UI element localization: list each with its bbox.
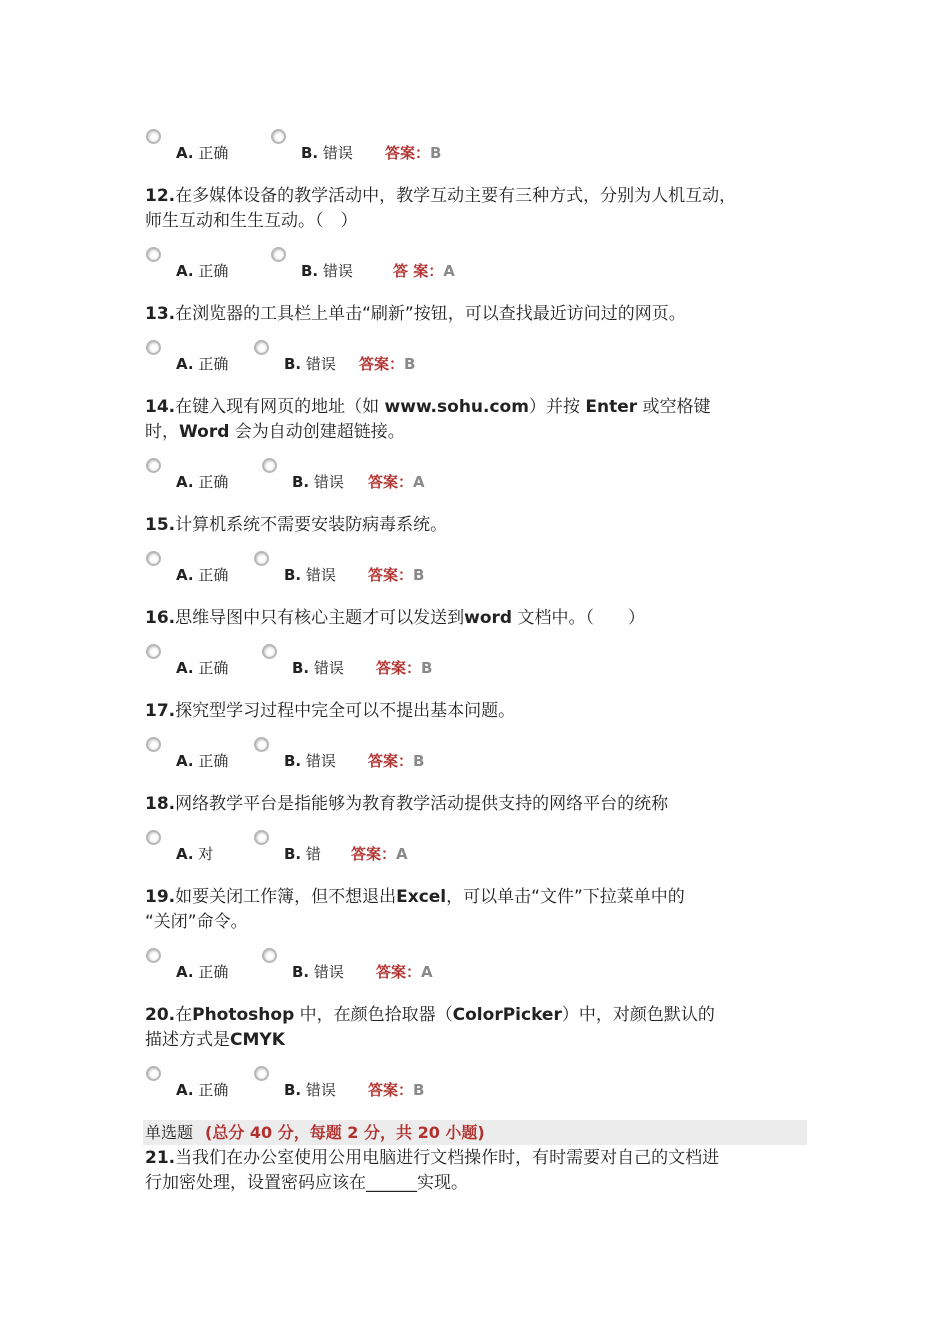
option-a: A. 正确 (176, 659, 229, 677)
section-info: (总分 40 分，每题 2 分，共 20 小题) (205, 1123, 485, 1142)
option-a: A. 正确 (176, 566, 229, 584)
option-b: B. 错误 (292, 963, 344, 981)
radio-option-b[interactable] (254, 551, 269, 566)
radio-option-b[interactable] (271, 129, 286, 144)
question-14: 14.在键入现有网页的地址（如 www.sohu.com）并按 Enter 或空格键 时，Word 会为自动创建超链接。 (145, 397, 711, 442)
question-19-options (0, 944, 950, 984)
question-11-options (0, 125, 950, 165)
answer: 答案：B (368, 1081, 425, 1099)
question-15: 15.计算机系统不需要安装防病毒系统。 (145, 515, 448, 535)
question-13: 13.在浏览器的工具栏上单击“刷新”按钮，可以查找最近访问过的网页。 (145, 304, 686, 324)
radio-option-a[interactable] (146, 737, 161, 752)
option-a: A. 正确 (176, 963, 229, 981)
option-b: B. 错误 (284, 752, 336, 770)
question-12: 12.在多媒体设备的教学活动中，教学互动主要有三种方式，分别为人机互动， 师生互动和生生互动。（ ） (145, 186, 737, 231)
radio-option-a[interactable] (146, 129, 161, 144)
question-20: 20.在Photoshop 中，在颜色拾取器（ColorPicker）中，对颜色默认的 描述方式是CMYK (145, 1005, 715, 1050)
question-14-options (0, 454, 950, 494)
question-18-options (0, 826, 950, 866)
question-18: 18.网络教学平台是指能够为教育教学活动提供支持的网络平台的统称 (145, 794, 669, 814)
radio-option-b[interactable] (254, 340, 269, 355)
question-15-options (0, 547, 950, 587)
question-17: 17.探究型学习过程中完全可以不提出基本问题。 (145, 701, 516, 721)
answer: 答案：B (385, 144, 442, 162)
radio-option-b[interactable] (254, 830, 269, 845)
answer: 答案：B (359, 355, 416, 373)
question-19: 19.如要关闭工作簿，但不想退出Excel，可以单击“文件”下拉菜单中的 “关闭”命令。 (145, 887, 685, 932)
section-name: 单选题 (145, 1123, 194, 1142)
radio-option-b[interactable] (262, 644, 277, 659)
radio-option-b[interactable] (271, 247, 286, 262)
option-b: B. 错误 (301, 262, 353, 280)
option-b: B. 错误 (292, 659, 344, 677)
option-b: B. 错误 (284, 355, 336, 373)
radio-option-a[interactable] (146, 247, 161, 262)
option-a: A. 对 (176, 845, 214, 863)
question-20-options (0, 1062, 950, 1102)
answer: 答案：B (368, 752, 425, 770)
radio-option-a[interactable] (146, 551, 161, 566)
radio-option-a[interactable] (146, 948, 161, 963)
option-b: B. 错误 (301, 144, 353, 162)
answer: 答 案：A (393, 262, 455, 280)
radio-option-a[interactable] (146, 340, 161, 355)
option-a: A. 正确 (176, 473, 229, 491)
radio-option-b[interactable] (262, 458, 277, 473)
option-a: A. 正确 (176, 752, 229, 770)
option-b: B. 错误 (292, 473, 344, 491)
answer: 答案：B (368, 566, 425, 584)
option-b: B. 错 (284, 845, 321, 863)
question-17-options (0, 733, 950, 773)
question-21: 21.当我们在办公室使用公用电脑进行文档操作时，有时需要对自己的文档进 行加密处理，设置密码应该在______实现。 (145, 1148, 720, 1193)
question-12-options (0, 243, 950, 283)
option-b: B. 错误 (284, 566, 336, 584)
radio-option-a[interactable] (146, 644, 161, 659)
radio-option-a[interactable] (146, 1066, 161, 1081)
question-13-options (0, 336, 950, 376)
option-a: A. 正确 (176, 262, 229, 280)
option-b: B. 错误 (284, 1081, 336, 1099)
section-header (143, 1120, 807, 1145)
radio-option-b[interactable] (254, 1066, 269, 1081)
option-a: A. 正确 (176, 144, 229, 162)
radio-option-a[interactable] (146, 458, 161, 473)
answer: 答案：A (351, 845, 408, 863)
radio-option-a[interactable] (146, 830, 161, 845)
answer: 答案：A (368, 473, 425, 491)
answer: 答案：A (376, 963, 433, 981)
question-16-options (0, 640, 950, 680)
option-a: A. 正确 (176, 355, 229, 373)
question-16: 16.思维导图中只有核心主题才可以发送到word 文档中。（ ） (145, 608, 645, 628)
radio-option-b[interactable] (262, 948, 277, 963)
option-a: A. 正确 (176, 1081, 229, 1099)
radio-option-b[interactable] (254, 737, 269, 752)
answer: 答案：B (376, 659, 433, 677)
